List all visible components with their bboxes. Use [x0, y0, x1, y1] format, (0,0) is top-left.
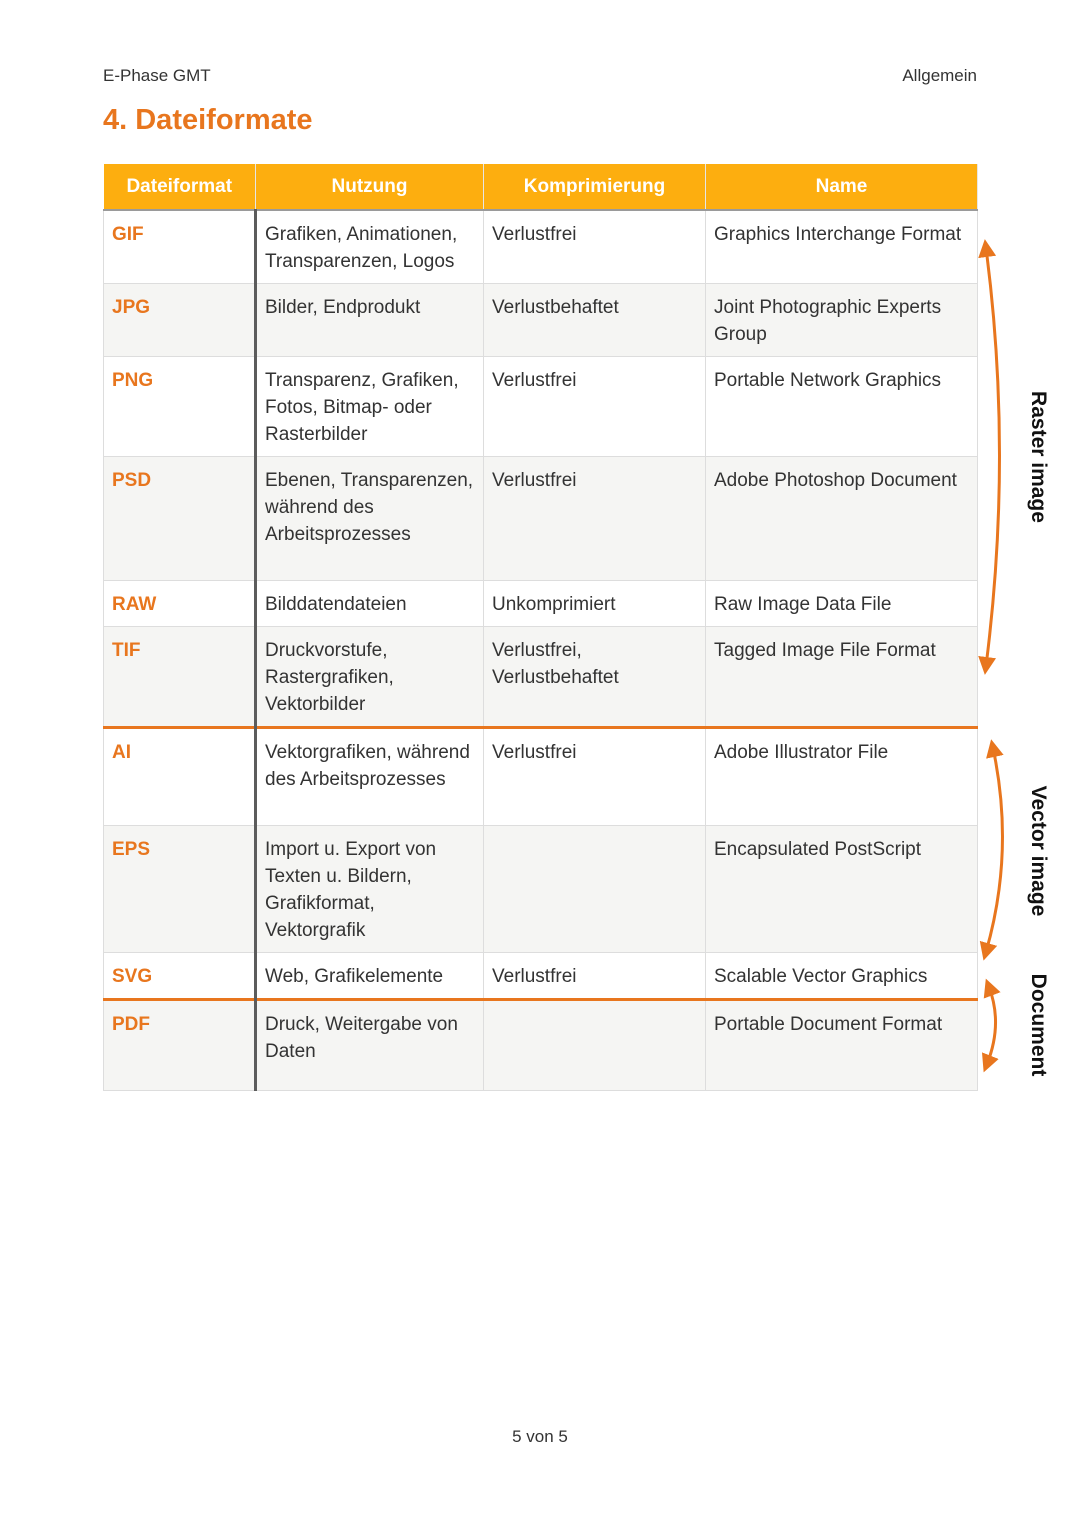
table-row — [104, 457, 978, 581]
vector-bracket-arrow — [986, 748, 1002, 952]
usage-cell: Bilddatendateien — [256, 581, 484, 627]
table-row — [104, 357, 978, 457]
format-cell: TIF — [104, 627, 256, 728]
table-row — [104, 1000, 978, 1091]
usage-cell: Bilder, Endprodukt — [256, 284, 484, 357]
vector-image-label: Vector image — [1027, 785, 1050, 917]
header-right: Allgemein — [902, 66, 977, 85]
usage-cell: Web, Grafikelemente — [256, 953, 484, 1000]
group-brackets — [975, 230, 1020, 1090]
name-cell: Scalable Vector Graphics — [706, 953, 978, 1000]
format-cell: JPG — [104, 284, 256, 357]
table-row — [104, 210, 978, 284]
table-row — [104, 728, 978, 826]
name-cell: Portable Network Graphics — [706, 357, 978, 457]
format-cell: SVG — [104, 953, 256, 1000]
format-cell: EPS — [104, 826, 256, 953]
table-row — [104, 627, 978, 728]
compression-cell: Unkomprimiert — [484, 581, 706, 627]
header-left: E-Phase GMT — [103, 66, 211, 85]
usage-cell: Ebenen, Transparenzen, während des Arbeitsprozesses — [256, 457, 484, 581]
table-row — [104, 581, 978, 627]
format-cell: PDF — [104, 1000, 256, 1091]
page-number: 5 von 5 — [512, 1427, 568, 1446]
document-label: Document — [1027, 973, 1050, 1077]
compression-cell — [484, 1000, 706, 1091]
table-header-row — [104, 164, 978, 210]
compression-cell: Verlustfrei — [484, 728, 706, 826]
name-cell: Tagged Image File Format — [706, 627, 978, 728]
format-cell: PSD — [104, 457, 256, 581]
column-header-format: Dateiformat — [104, 164, 256, 210]
compression-cell: Verlustfrei — [484, 210, 706, 284]
table-row — [104, 953, 978, 1000]
name-cell: Graphics Interchange Format — [706, 210, 978, 284]
format-cell: PNG — [104, 357, 256, 457]
file-formats-table — [103, 164, 978, 1091]
compression-cell — [484, 826, 706, 953]
format-cell: AI — [104, 728, 256, 826]
format-cell: RAW — [104, 581, 256, 627]
table-row — [104, 826, 978, 953]
usage-cell: Druck, Weitergabe von Daten — [256, 1000, 484, 1091]
name-cell: Joint Photographic Experts Group — [706, 284, 978, 357]
format-cell: GIF — [104, 210, 256, 284]
name-cell: Adobe Illustrator File — [706, 728, 978, 826]
compression-cell: Verlustfrei — [484, 357, 706, 457]
column-header-name: Name — [706, 164, 978, 210]
column-header-usage: Nutzung — [256, 164, 484, 210]
raster-bracket-arrow — [986, 248, 1000, 666]
name-cell: Adobe Photoshop Document — [706, 457, 978, 581]
compression-cell: Verlustfrei, Verlustbehaftet — [484, 627, 706, 728]
raster-image-label: Raster image — [1027, 391, 1050, 523]
compression-cell: Verlustbehaftet — [484, 284, 706, 357]
usage-cell: Transparenz, Grafiken, Fotos, Bitmap- oder Rasterbilder — [256, 357, 484, 457]
usage-cell: Vektorgrafiken, während des Arbeitsprozesses — [256, 728, 484, 826]
usage-cell: Import u. Export von Texten u. Bildern, Grafikformat, Vektorgrafik — [256, 826, 484, 953]
name-cell: Raw Image Data File — [706, 581, 978, 627]
column-header-compression: Komprimierung — [484, 164, 706, 210]
name-cell: Portable Document Format — [706, 1000, 978, 1091]
document-bracket-arrow — [987, 987, 996, 1064]
page-title: 4. Dateiformate — [103, 104, 313, 136]
compression-cell: Verlustfrei — [484, 953, 706, 1000]
name-cell: Encapsulated PostScript — [706, 826, 978, 953]
usage-cell: Druckvorstufe, Rastergrafiken, Vektorbilder — [256, 627, 484, 728]
table-row — [104, 284, 978, 357]
compression-cell: Verlustfrei — [484, 457, 706, 581]
usage-cell: Grafiken, Animationen, Transparenzen, Logos — [256, 210, 484, 284]
